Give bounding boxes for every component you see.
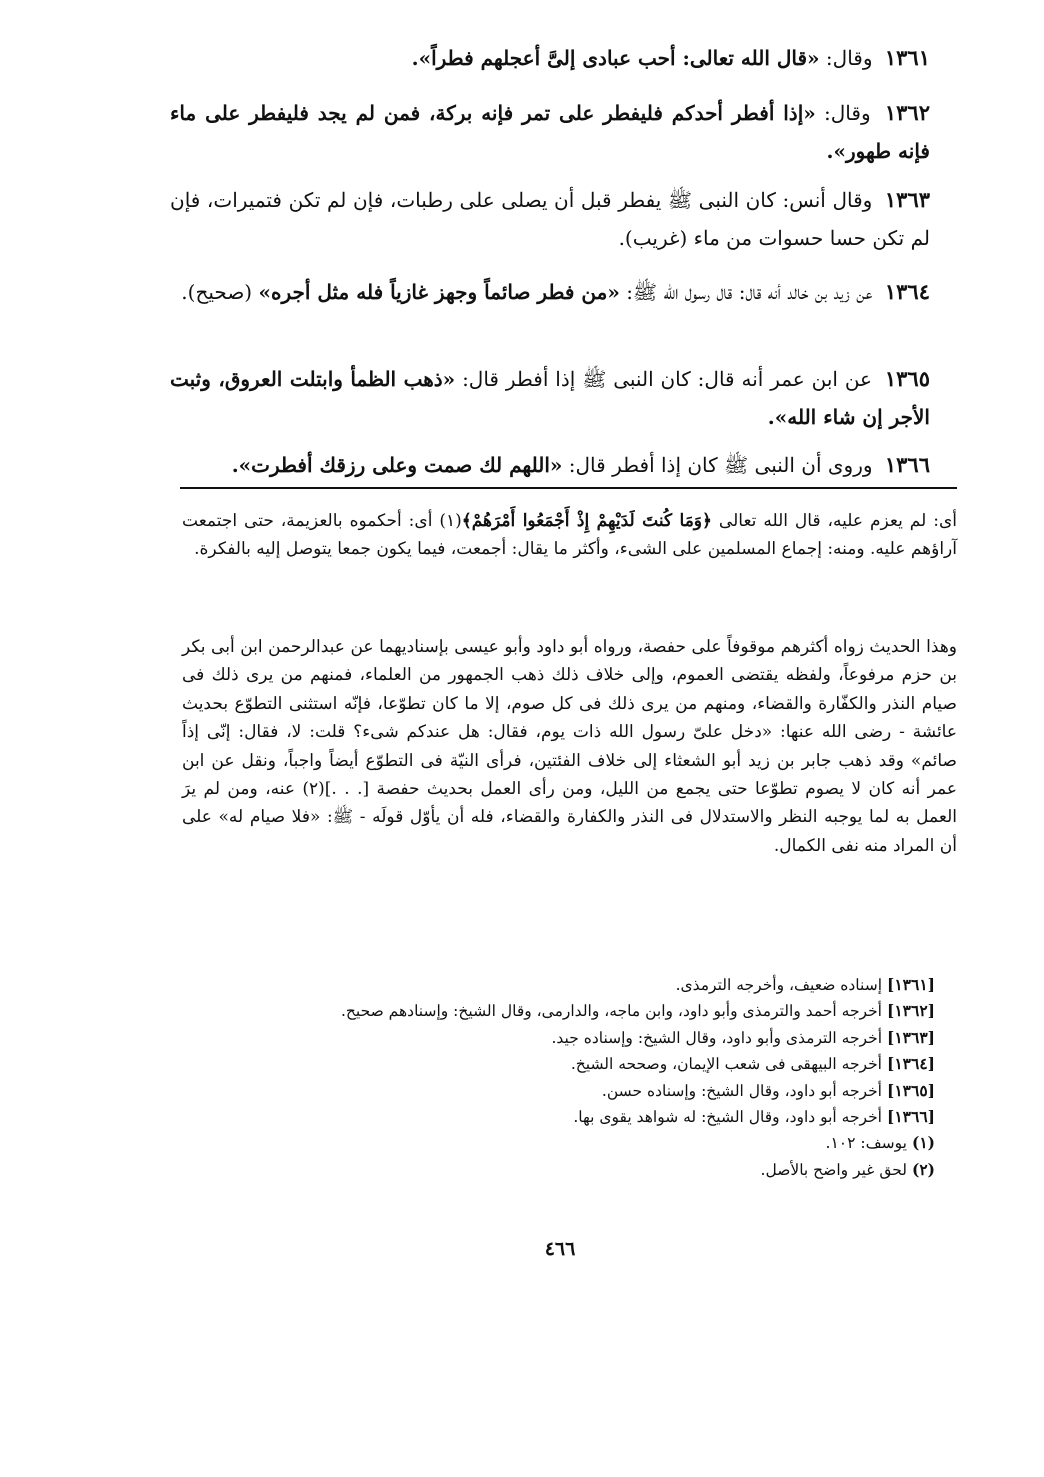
hadith-1361 <box>170 39 930 77</box>
hadith-number: ١٣٦٢ <box>884 100 930 125</box>
commentary-text: وهذا الحديث زواه أكثرهم موقوفاً على حفصة، ورواه أبو داود وأبو عيسى بإسناديهما عن عبدالرحمن ابن أبى بكر بن حزم مرفوعاً، ولفظه يقتضى العموم، وإلى خلاف ذلك ذهب الجمهور من العلماء، فمنهم من يرى ذلك فى صيام النذر والكفّارة والقضاء، ومنهم من يرى ذلك فى كل صوم، إلا ما كان تطوّعا، فإنّه استثنى التطوّع بحديث عائشة - رضى الله عنها: «دخل علىّ رسول الله ذات يوم، فقال: هل عندكم شىء؟ قلت: لا، فقال: إنّى إذاً صائم» وقد ذهب جابر بن زيد أبو الشعثاء إلى خلاف الفئتين، فرأى النيّة فى التطوّع أيضاً واجباً، ونقل عن ابن عمر أنه كان لا يصوم تطوّعا حتى يجمع من الليل، ومن رأى العمل بحديث حفصة [. . .](٢) عنه، ومن لم يرَ العمل به لما يوجبه النظر والاستدلال فى النذر والكفارة والقضاء، فله أن يأوّل قولَه - ﷺ: «فلا صيام له» على أن المراد منه نفى الكمال. <box>182 637 958 856</box>
hadith-number: ١٣٦٤ <box>884 279 930 304</box>
hadith-quote: «من فطر صائماً وجهز غازياً فله مثل أجره» <box>258 280 620 304</box>
hadith-1364 <box>170 273 930 311</box>
hadith-intro: عن ابن عمر أنه قال: كان النبى ﷺ إذا أفطر قال: <box>462 367 872 391</box>
commentary-paragraph-2 <box>182 633 957 860</box>
hadith-intro: وروى أن النبى ﷺ كان إذا أفطر قال: <box>568 453 873 477</box>
footnote: [١٣٦١]إسناده ضعيف، وأخرجه الترمذى. <box>675 975 935 994</box>
footnote: [١٣٦٣]أخرجه الترمذى وأبو داود، وقال الشيخ: وإسناده جيد. <box>551 1027 935 1047</box>
hadith-intro: وقال: <box>825 46 873 70</box>
commentary-text: أى: لم يعزم عليه، قال الله تعالى <box>718 511 957 531</box>
hadith-intro: عن زيد بن خالد أنه قال: قال رسول الله ﷺ: <box>626 280 873 304</box>
hadith-number: ١٣٦١ <box>884 45 930 70</box>
footnotes <box>260 972 935 1183</box>
hadith-quote: «إذا أفطر أحدكم فليفطر على تمر فإنه بركة، فمن لم يجد فليفطر على ماء فإنه طهور». <box>170 101 930 163</box>
hadith-grade: (صحيح). <box>181 280 253 304</box>
hadith-1363 <box>170 181 930 257</box>
quran-quote: ﴿وَمَا كُنتَ لَدَيْهِمْ إِذْ أَجْمَعُوا أَمْرَهُمْ﴾ <box>461 511 712 531</box>
hadith-number: ١٣٦٣ <box>884 187 931 212</box>
hadith-number: ١٣٦٥ <box>884 366 930 391</box>
hadith-1366 <box>170 446 930 484</box>
hadith-quote: «ذهب الظمأ وابتلت العروق، وثبت الأجر إن شاء الله». <box>170 367 930 429</box>
hadith-intro: وقال أنس: كان النبى ﷺ يفطر قبل أن يصلى على رطبات، فإن لم تكن فتميرات، فإن لم تكن حسا حسوات من ماء (غريب). <box>170 188 930 250</box>
hadith-quote: «اللهم لك صمت وعلى رزقك أفطرت». <box>231 453 563 477</box>
hadith-intro: وقال: <box>824 101 871 125</box>
hadith-1365 <box>170 360 930 436</box>
hadith-quote: «قال الله تعالى: أحب عبادى إلىَّ أعجلهم فطراً». <box>411 46 820 70</box>
section-divider <box>180 487 957 489</box>
page-number: ٤٦٦ <box>544 1238 576 1260</box>
footnote: [١٣٦٦]أخرجه أبو داود، وقال الشيخ: له شواهد يقوى بها. <box>573 1107 935 1127</box>
hadith-1362 <box>170 94 930 170</box>
footnote: (١)يوسف: ١٠٢. <box>825 1133 935 1153</box>
footnote: [١٣٦٤]أخرجه البيهقى فى شعب الإيمان، وصححه الشيخ. <box>570 1054 935 1074</box>
commentary-text: (١) أى: أحكموه بالعزيمة، حتى اجتمعت آراؤهم عليه. ومنه: إجماع المسلمين على الشىء، وأكثر ما يقال: أجمعت، فيما يكون جمعا يتوصل إليه بالفكرة. <box>182 511 957 560</box>
footnote: (٢)لحق غير واضح بالأصل. <box>760 1159 935 1179</box>
hadith-number: ١٣٦٦ <box>884 452 930 477</box>
footnote: [١٣٦٥]أخرجه أبو داود، وقال الشيخ: وإسناده حسن. <box>601 1080 935 1100</box>
footnote: [١٣٦٢]أخرجه أحمد والترمذى وأبو داود، وابن ماجه، والدارمى، وقال الشيخ: وإسنادهم صحيح. <box>340 1001 935 1021</box>
commentary-paragraph-1 <box>182 507 957 564</box>
